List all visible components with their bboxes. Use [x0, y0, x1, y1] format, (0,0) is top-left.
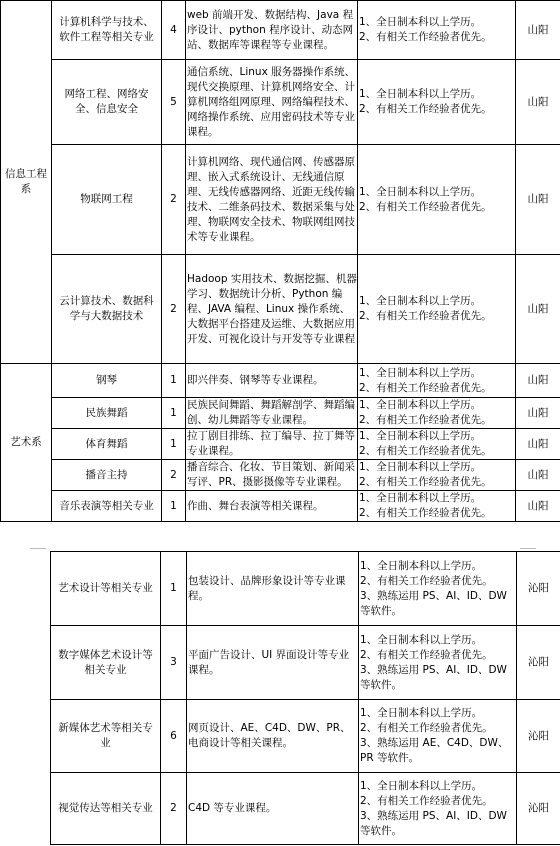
department-cell: 艺术系: [1, 364, 52, 522]
location-cell: 沁阳: [517, 773, 560, 845]
location-cell: 山阳: [516, 1, 560, 60]
table-row: [1, 398, 560, 429]
count-cell: 2: [162, 255, 186, 364]
requirement-cell: 拉丁剧目排练、拉丁编导、拉丁舞等专业课程。: [186, 429, 358, 460]
requirement-cell: 通信系统、Linux 服务器操作系统、现代交换原理、计算机网络安全、计算机网络组网原理、网络编程技术、网络操作系统、应用密码技术等专业课程。: [186, 60, 358, 145]
major-cell: 计算机科学与技术、软件工程等相关专业: [52, 1, 162, 60]
location-cell: 沁阳: [517, 626, 560, 700]
location-cell: 山阳: [516, 145, 560, 255]
count-cell: 6: [161, 700, 187, 773]
table-row: [51, 700, 560, 773]
qualification-cell: 1、全日制本科以上学历。 2、有相关工作经验者优先。: [358, 491, 516, 522]
requirement-cell: C4D 等专业课程。: [187, 773, 359, 845]
page-corner-mark-left: [30, 548, 46, 549]
table-row: [51, 773, 560, 845]
table-row: [1, 145, 560, 255]
qualification-cell: 1、全日制本科以上学历。 2、有相关工作经验者优先。: [358, 1, 516, 60]
qualification-cell: 1、全日制本科以上学历。 2、有相关工作经验者优先。: [358, 255, 516, 364]
requirement-cell: 即兴伴奏、钢琴等专业课程。: [186, 364, 358, 398]
location-cell: 山阳: [516, 255, 560, 364]
table-row: [1, 460, 560, 491]
location-cell: 山阳: [516, 491, 560, 522]
table-row: [1, 429, 560, 460]
qualification-cell: 1、全日制本科以上学历。 2、有相关工作经验者优先。: [358, 364, 516, 398]
table-row: [1, 491, 560, 522]
qualification-cell: 1、全日制本科以上学历。 2、有相关工作经验者优先。: [358, 398, 516, 429]
qualification-cell: 1、全日制本科以上学历。 2、有相关工作经验者优先。 3、熟练运用 PS、AI、ID、DW 等软件。: [359, 626, 517, 700]
count-cell: 1: [162, 491, 186, 522]
requirement-cell: web 前端开发、数据结构、Java 程序设计、python 程序设计、动态网站、数据库等课程等专业课程。: [186, 1, 358, 60]
table-row: [1, 60, 560, 145]
count-cell: 5: [162, 60, 186, 145]
table-row: [51, 552, 560, 626]
major-cell: 艺术设计等相关专业: [51, 552, 161, 626]
qualification-cell: 1、全日制本科以上学历。 2、有相关工作经验者优先。: [358, 429, 516, 460]
major-cell: 钢琴: [52, 364, 162, 398]
qualification-cell: 1、全日制本科以上学历。 2、有相关工作经验者优先。 3、熟练运用 PS、AI、ID、DW 等软件。: [359, 773, 517, 845]
requirement-cell: 民族民间舞蹈、舞蹈解剖学、舞蹈编创、幼儿舞蹈等专业课程。: [186, 398, 358, 429]
count-cell: 1: [162, 364, 186, 398]
qualification-cell: 1、全日制本科以上学历。 2、有相关工作经验者优先。: [358, 60, 516, 145]
requirement-cell: Hadoop 实用技术、数据挖掘、机器学习、数据统计分析、Python 编程、JAVA 编程、Linux 操作系统、大数据平台搭建及运维、大数据应用开发、可视化设计与开发等专业课程: [186, 255, 358, 364]
major-cell: 云计算技术、数据科学与大数据技术: [52, 255, 162, 364]
requirement-cell: 作曲、舞台表演等相关课程。: [186, 491, 358, 522]
table-row: [1, 364, 560, 398]
requirement-cell: 播音综合、化妆、节目策划、新闻采写评、PR、摄影摄像等专业课程。: [186, 460, 358, 491]
requirement-cell: 平面广告设计、UI 界面设计等专业课程。: [187, 626, 359, 700]
table-row: [1, 1, 560, 60]
count-cell: 1: [161, 552, 187, 626]
count-cell: 2: [161, 773, 187, 845]
count-cell: 4: [162, 1, 186, 60]
qualification-cell: 1、全日制本科以上学历。 2、有相关工作经验者优先。: [358, 460, 516, 491]
location-cell: 山阳: [516, 60, 560, 145]
qualification-cell: 1、全日制本科以上学历。 2、有相关工作经验者优先。: [358, 145, 516, 255]
major-cell: 体育舞蹈: [52, 429, 162, 460]
qualification-cell: 1、全日制本科以上学历。 2、有相关工作经验者优先。 3、熟练运用 PS、AI、ID、DW 等软件。: [359, 552, 517, 626]
location-cell: 山阳: [516, 364, 560, 398]
location-cell: 沁阳: [517, 700, 560, 773]
count-cell: 2: [162, 460, 186, 491]
count-cell: 1: [162, 429, 186, 460]
location-cell: 山阳: [516, 429, 560, 460]
requirement-cell: 网页设计、AE、C4D、DW、PR、电商设计等相关课程。: [187, 700, 359, 773]
major-cell: 播音主持: [52, 460, 162, 491]
table-row: [1, 255, 560, 364]
qualification-cell: 1、全日制本科以上学历。 2、有相关工作经验者优先。 3、熟练运用 AE、C4D、DW、PR 等软件。: [359, 700, 517, 773]
requirement-cell: 包装设计、品牌形象设计等专业课程。: [187, 552, 359, 626]
location-cell: 山阳: [516, 460, 560, 491]
major-cell: 新媒体艺术等相关专业: [51, 700, 161, 773]
department-cell: 信息工程系: [1, 1, 52, 364]
count-cell: 2: [162, 145, 186, 255]
location-cell: 山阳: [516, 398, 560, 429]
major-cell: 网络工程、网络安全、信息安全: [52, 60, 162, 145]
major-cell: 音乐表演等相关专业: [52, 491, 162, 522]
major-cell: 物联网工程: [52, 145, 162, 255]
count-cell: 1: [162, 398, 186, 429]
major-cell: 视觉传达等相关专业: [51, 773, 161, 845]
page-corner-mark-right: [520, 548, 536, 549]
location-cell: 沁阳: [517, 552, 560, 626]
count-cell: 3: [161, 626, 187, 700]
major-cell: 民族舞蹈: [52, 398, 162, 429]
requirement-cell: 计算机网络、现代通信网、传感器原理、嵌入式系统设计、无线通信原理、无线传感器网络、近距无线传输技术、二维条码技术、数据采集与处理、物联网安全技术、物联网组网技术等专业课程。: [186, 145, 358, 255]
major-cell: 数字媒体艺术设计等相关专业: [51, 626, 161, 700]
table-row: [51, 626, 560, 700]
recruitment-table-2: [50, 551, 560, 845]
